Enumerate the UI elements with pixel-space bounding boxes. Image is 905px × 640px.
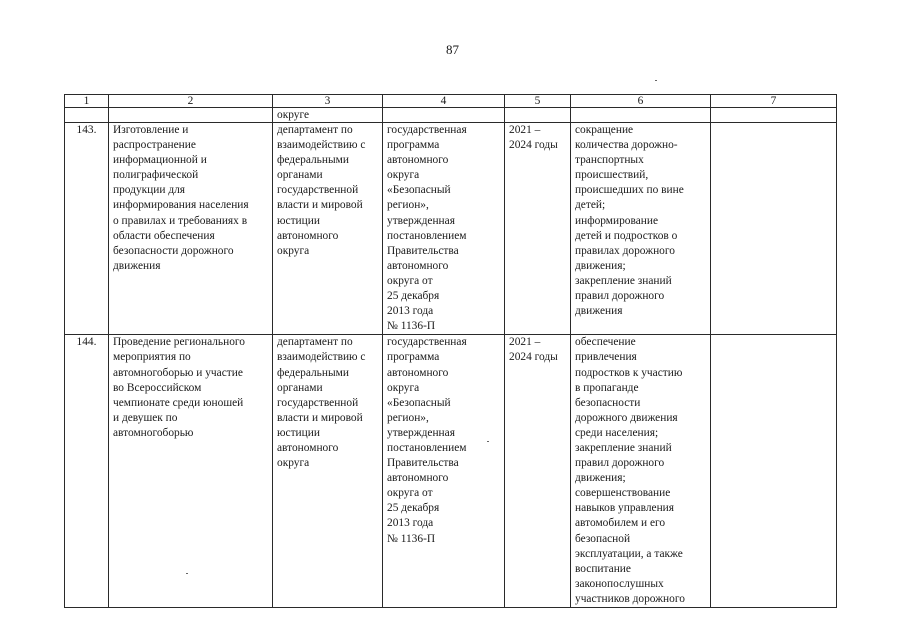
column-number: 3 (273, 95, 383, 108)
activity-cell: Изготовление и распространение информационной и полиграфической продукции для информирования населения о правилах и требованиях в области обеспечения безопасности дорожного движения (109, 123, 273, 335)
scan-speck (655, 80, 657, 81)
result-cell: обеспечение привлечения подростков к участию в пропаганде безопасности дорожного движения среди населения; закрепление знаний правил дорожного движения; совершенствование навыков управления автомобилем и его безопасной эксплуатации, а также воспитание законопослушных участников дорожного (571, 335, 711, 608)
table-row (65, 123, 837, 335)
column-number: 1 (65, 95, 109, 108)
table-row (65, 335, 837, 608)
continuation-cell (711, 108, 837, 123)
period-cell: 2021 – 2024 годы (505, 335, 571, 608)
page-number: 87 (446, 42, 459, 57)
note-cell (711, 335, 837, 608)
continuation-cell (65, 108, 109, 123)
source-cell: государственная программа автономного округа «Безопасный регион», утвержденная постановлением Правительства автономного округа от 25 декабря 2013 года № 1136-П (383, 123, 505, 335)
continuation-cell (109, 108, 273, 123)
result-cell: сокращение количества дорожно- транспортных происшествий, происшедших по вине детей; информирование детей и подростков о правилах дорожного движения; закрепление знаний правил дорожного движения (571, 123, 711, 335)
executor-cell: департамент по взаимодействию с федеральными органами государственной власти и мировой юстиции автономного округа (273, 335, 383, 608)
source-cell: государственная программа автономного округа «Безопасный регион», утвержденная постановлением Правительства автономного округа от 25 декабря 2013 года № 1136-П (383, 335, 505, 608)
continuation-cell (571, 108, 711, 123)
program-table (64, 94, 837, 608)
executor-cell: департамент по взаимодействию с федеральными органами государственной власти и мировой юстиции автономного округа (273, 123, 383, 335)
row-number: 144. (65, 335, 109, 608)
continuation-row (65, 108, 837, 123)
continuation-cell (383, 108, 505, 123)
period-cell: 2021 – 2024 годы (505, 123, 571, 335)
column-number: 5 (505, 95, 571, 108)
column-number: 6 (571, 95, 711, 108)
note-cell (711, 123, 837, 335)
continuation-cell (505, 108, 571, 123)
column-number: 7 (711, 95, 837, 108)
column-number: 4 (383, 95, 505, 108)
column-number: 2 (109, 95, 273, 108)
activity-cell: Проведение регионального мероприятия по автомногоборью и участие во Всероссийском чемпионате среди юношей и девушек по автомногоборью (109, 335, 273, 608)
continuation-cell: округе (273, 108, 383, 123)
column-number-row (65, 95, 837, 108)
row-number: 143. (65, 123, 109, 335)
